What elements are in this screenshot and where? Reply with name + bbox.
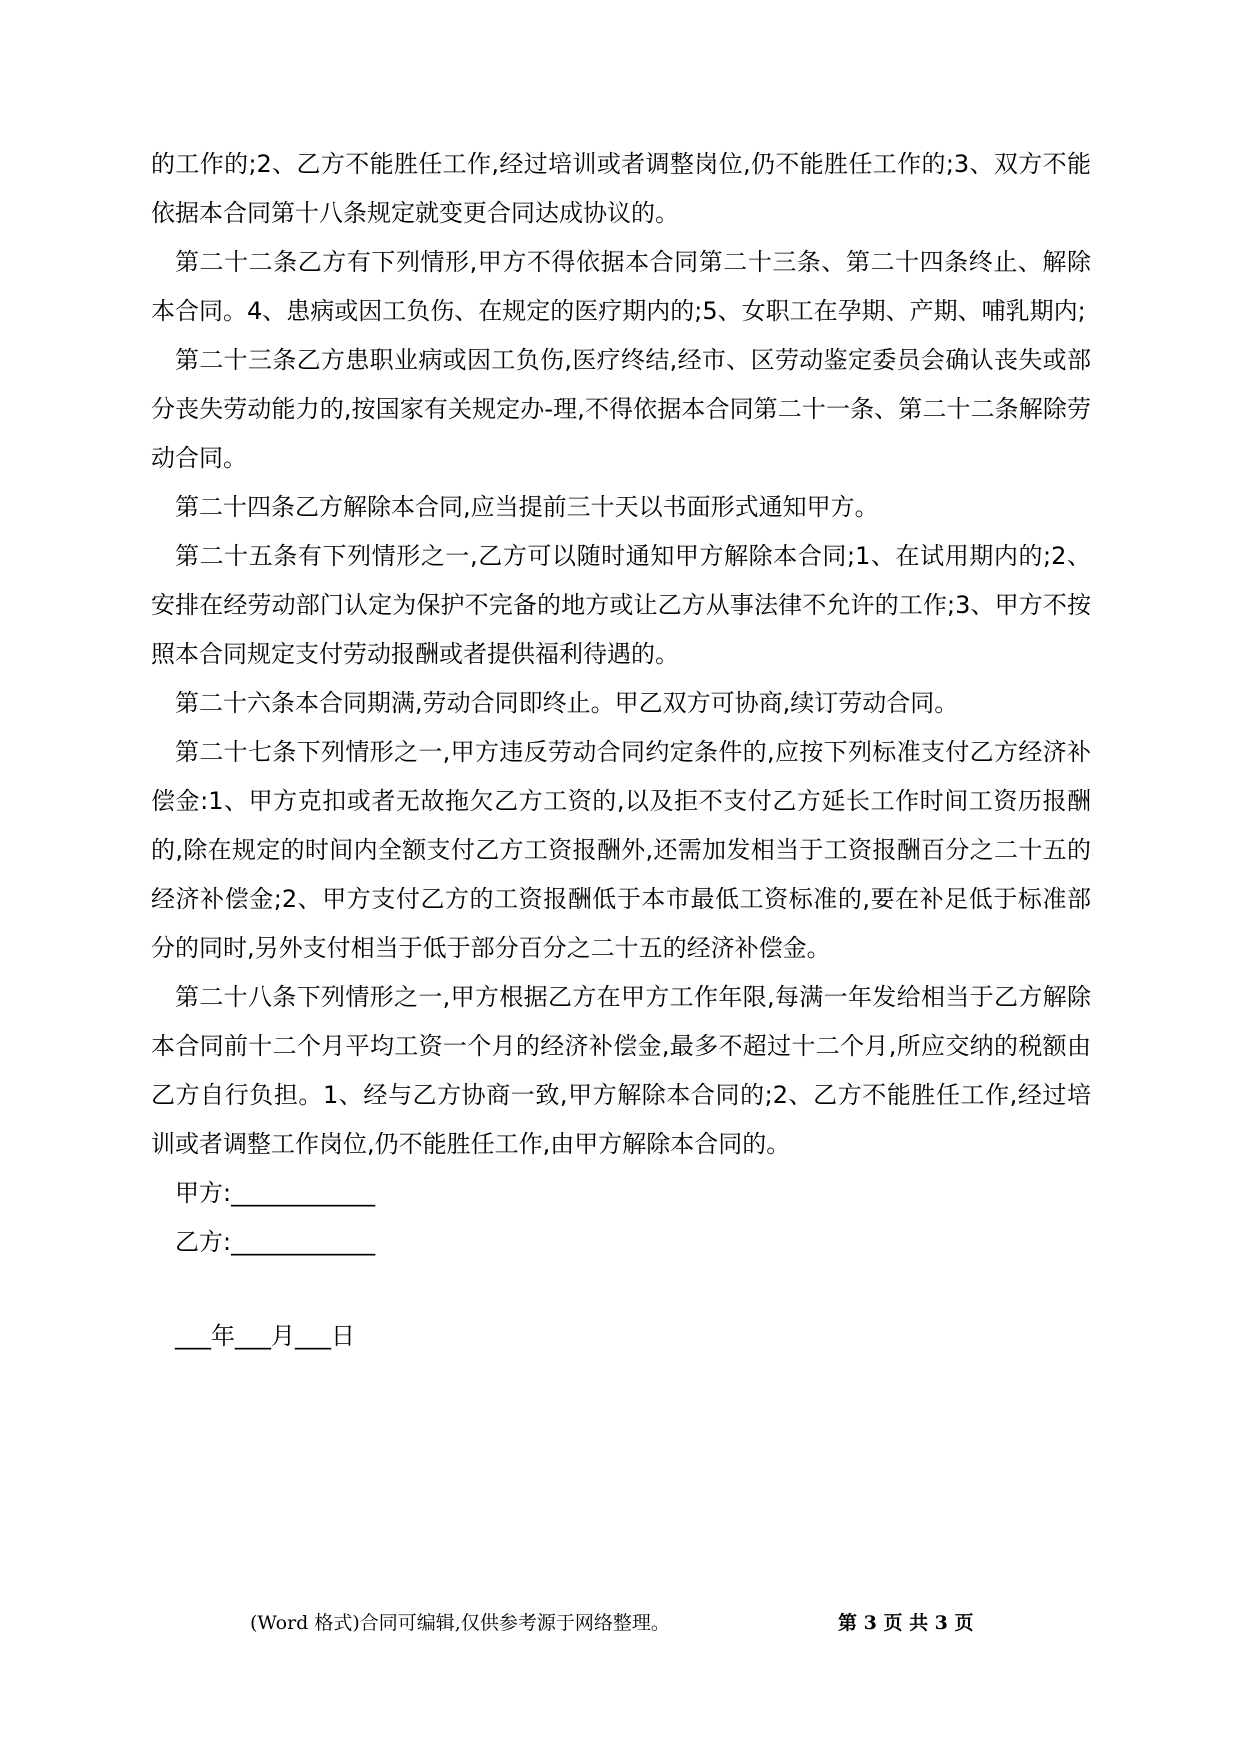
paragraph-article-23: 第二十三条乙方患职业病或因工负伤,医疗终结,经市、区劳动鉴定委员会确认丧失或部分丧失劳动能力的,按国家有关规定办-理,不得依据本合同第二十一条、第二十二条解除劳动合同。 <box>151 346 1091 472</box>
paragraph-article-27: 第二十七条下列情形之一,甲方违反劳动合同约定条件的,应按下列标准支付乙方经济补偿金:1、甲方克扣或者无故拖欠乙方工资的,以及拒不支付乙方延长工作时间工资历报酬的,除在规定的时间内全额支付乙方工资报酬外,还需加发相当于工资报酬百分之二十五的经济补偿金;2、甲方支付乙方的工资报酬低于本市最低工资标准的,要在补足低于标准部分的同时,另外支付相当于低于部分百分之二十五的经济补偿金。 <box>151 738 1091 962</box>
party-a-signature: 甲方:____________ <box>175 1179 376 1207</box>
page-number: 第 3 页 共 3 页 <box>838 1612 974 1634</box>
paragraph-article-28: 第二十八条下列情形之一,甲方根据乙方在甲方工作年限,每满一年发给相当于乙方解除本合同前十二个月平均工资一个月的经济补偿金,最多不超过十二个月,所应交纳的税额由乙方自行负担。1、经与乙方协商一致,甲方解除本合同的;2、乙方不能胜任工作,经过培训或者调整工作岗位,仍不能胜任工作,由甲方解除本合同的。 <box>151 983 1091 1158</box>
document-body <box>151 140 1091 1385</box>
paragraph-article-25: 第二十五条有下列情形之一,乙方可以随时通知甲方解除本合同;1、在试用期内的;2、安排在经劳动部门认定为保护不完备的地方或让乙方从事法律不允许的工作;3、甲方不按照本合同规定支付劳动报酬或者提供福利待遇的。 <box>151 542 1091 668</box>
footer-note: (Word 格式)合同可编辑,仅供参考源于网络整理。 <box>250 1612 670 1634</box>
party-b-signature: 乙方:____________ <box>175 1228 376 1256</box>
page-footer <box>0 1608 1241 1638</box>
paragraph-1: 的工作的;2、乙方不能胜任工作,经过培训或者调整岗位,仍不能胜任工作的;3、双方不能依据本合同第十八条规定就变更合同达成协议的。 <box>151 150 1091 227</box>
signature-date: ___年___月___日 <box>175 1322 355 1350</box>
paragraph-article-26: 第二十六条本合同期满,劳动合同即终止。甲乙双方可协商,续订劳动合同。 <box>175 689 959 717</box>
paragraph-article-22: 第二十二条乙方有下列情形,甲方不得依据本合同第二十三条、第二十四条终止、解除本合同。4、患病或因工负伤、在规定的医疗期内的;5、女职工在孕期、产期、哺乳期内; <box>151 248 1091 325</box>
paragraph-article-24: 第二十四条乙方解除本合同,应当提前三十天以书面形式通知甲方。 <box>175 493 879 521</box>
